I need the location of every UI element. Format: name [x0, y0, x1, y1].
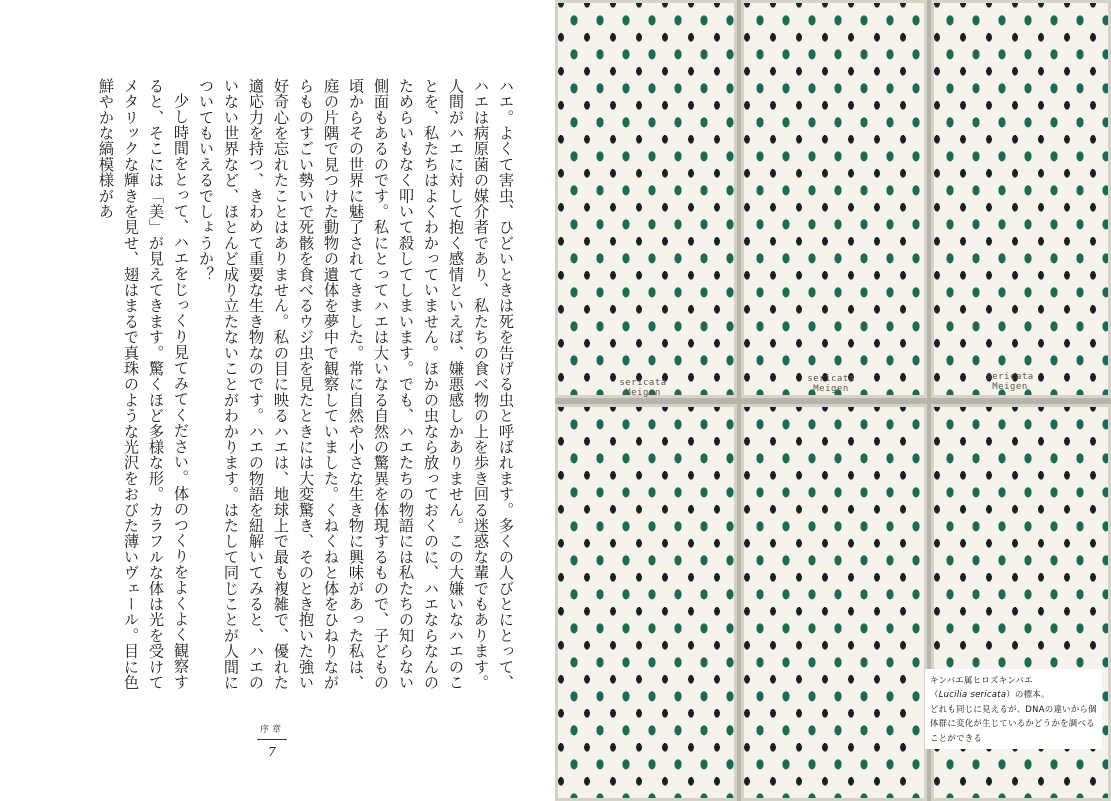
caption-species: Lucilia sericata	[938, 689, 1007, 700]
folio-rule	[257, 739, 287, 740]
specimen-photo	[555, 0, 1111, 801]
caption-paren-close: ）の標本。	[1006, 689, 1050, 700]
caption-paren-open: （	[930, 689, 939, 700]
specimen-tray	[555, 404, 737, 801]
folio	[244, 722, 300, 759]
caption-species-line	[930, 687, 1098, 701]
page-number: 7	[268, 745, 276, 759]
specimen-tray	[555, 0, 737, 398]
caption-title: キンバエ属ヒロズキンバエ	[930, 675, 1033, 685]
chapter-name: 序章	[259, 725, 284, 735]
tray-label: sericata Meigen	[986, 372, 1034, 392]
paragraph-2: 少し時間をとって、ハエをじっくり見てみてください。体のつくりをよくよく観察すると、そこには「美」が見えてきます。驚くほど多様な形。カラフルな体は光を受けてメタリックな輝きを見せ、翅はまるで真珠のような光沢をおびた薄いヴェール。目に色鮮やかな縞模様があ	[97, 78, 190, 691]
paragraph-1: ハエ。よくて害虫、ひどいときは死を告げる虫と呼ばれます。多くの人びとにとって、ハエは病原菌の媒介者であり、私たちの食べ物の上を歩き回る迷惑な輩でもあります。人間がハエに対して抱く感情といえば、嫌悪感しかありません。この大嫌いなハエのことを、私たちはよくわかっていません。ほかの虫なら放っておくのに、ハエならなんのためらいもなく叩いて殺してしまいます。でも、ハエたちの物語には私たちの知らない側面もあるのです。私にとってハエは大いなる自然の驚異を体現するもので、子どもの頃からその世界に魅了されてきました。常に自然や小さな生き物に興味があった私は、庭の片隅で見つけた動物の遺体を夢中で観察していました。くねくねと体をひねりながらものすごい勢いで死骸を食べるウジ虫を見たときには大変驚き、そのとき抱いた強い好奇心を忘れたことはありません。私の目に映るハエは、地球上で最も複雑で、優れた適応力を持つ、きわめて重要な生き物なのです。ハエの物語を紐解いてみると、ハエのいない世界など、ほとんど成り立たないことがわかります。はたして同じことが人間についてもいえるでしょうか？	[197, 78, 515, 691]
text-page	[0, 0, 555, 801]
caption-body: どれも同じに見えるが、DNAの違いから個体群に変化が生じているかどうかを調べることができる	[930, 703, 1097, 743]
specimen-tray	[741, 0, 927, 398]
tray-label: sericata Meigen	[807, 374, 855, 394]
tray-label: sericata Meigen	[619, 378, 667, 398]
specimen-tray	[931, 0, 1111, 398]
photo-caption	[925, 669, 1102, 749]
specimen-tray	[741, 404, 927, 801]
body-text	[68, 78, 518, 698]
